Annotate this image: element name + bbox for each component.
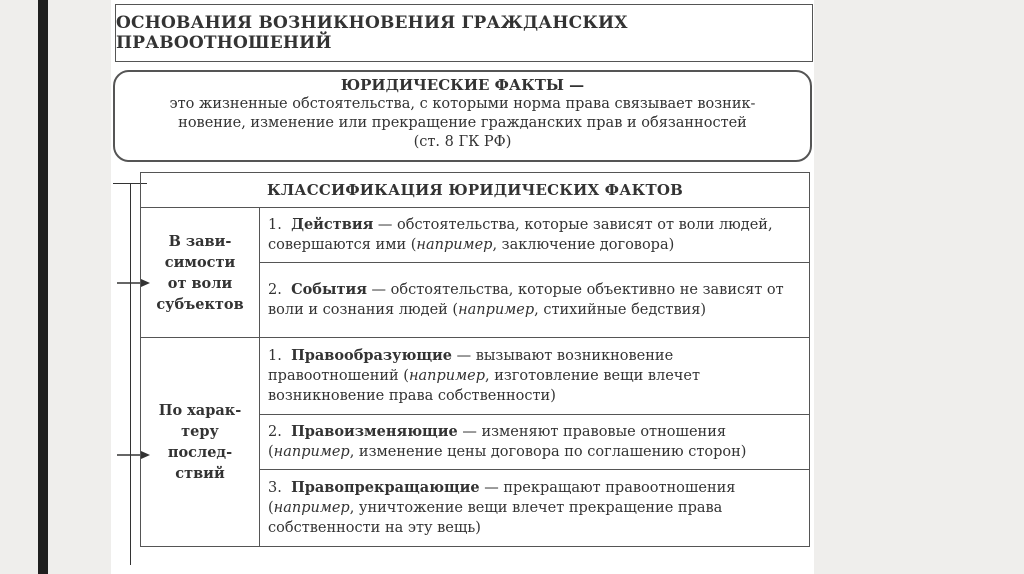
connector-line [130, 183, 131, 565]
classification-title: КЛАССИФИКАЦИЯ ЮРИДИЧЕСКИХ ФАКТОВ [141, 173, 810, 208]
group-label-will: В зави- симости от воли субъектов [141, 208, 260, 338]
definition-term: ЮРИДИЧЕСКИЕ ФАКТЫ — [340, 76, 585, 94]
fact-item-modifying: 2. Правоизменяющие — изменяют правовые отношения (например, изменение цены договора по соглашению сторон) [260, 415, 810, 470]
definition-box [113, 70, 812, 162]
fact-item-terminating: 3. Правопрекращающие — прекращают правоотношения (например, уничтожение вещи влечет прекращение права собственности на эту вещь) [260, 470, 810, 547]
fact-item-events: 2. События — обстоятельства, которые объективно не зависят от воли и сознания людей (например, стихийные бедствия) [260, 263, 810, 338]
definition-line: новение, изменение или прекращение гражданских прав и обязанностей [178, 115, 747, 131]
slide-edge-bar [38, 0, 48, 574]
group-label-consequences: По харак- теру послед- ствий [141, 338, 260, 547]
fact-item-actions: 1. Действия — обстоятельства, которые зависят от воли людей, совершаются ими (например, заключение договора) [260, 208, 810, 263]
slide-content [111, 0, 814, 574]
classification-table [140, 172, 810, 547]
definition-line: (ст. 8 ГК РФ) [413, 134, 512, 150]
page-title: ОСНОВАНИЯ ВОЗНИКНОВЕНИЯ ГРАЖДАНСКИХ ПРАВООТНОШЕНИЙ [115, 4, 813, 62]
definition-line: это жизненные обстоятельства, с которыми норма права связывает возник- [169, 96, 756, 112]
fact-item-constitutive: 1. Правообразующие — вызывают возникновение правоотношений (например, изготовление вещи влечет возникновение права собственности) [260, 338, 810, 415]
left-margin [0, 0, 38, 574]
